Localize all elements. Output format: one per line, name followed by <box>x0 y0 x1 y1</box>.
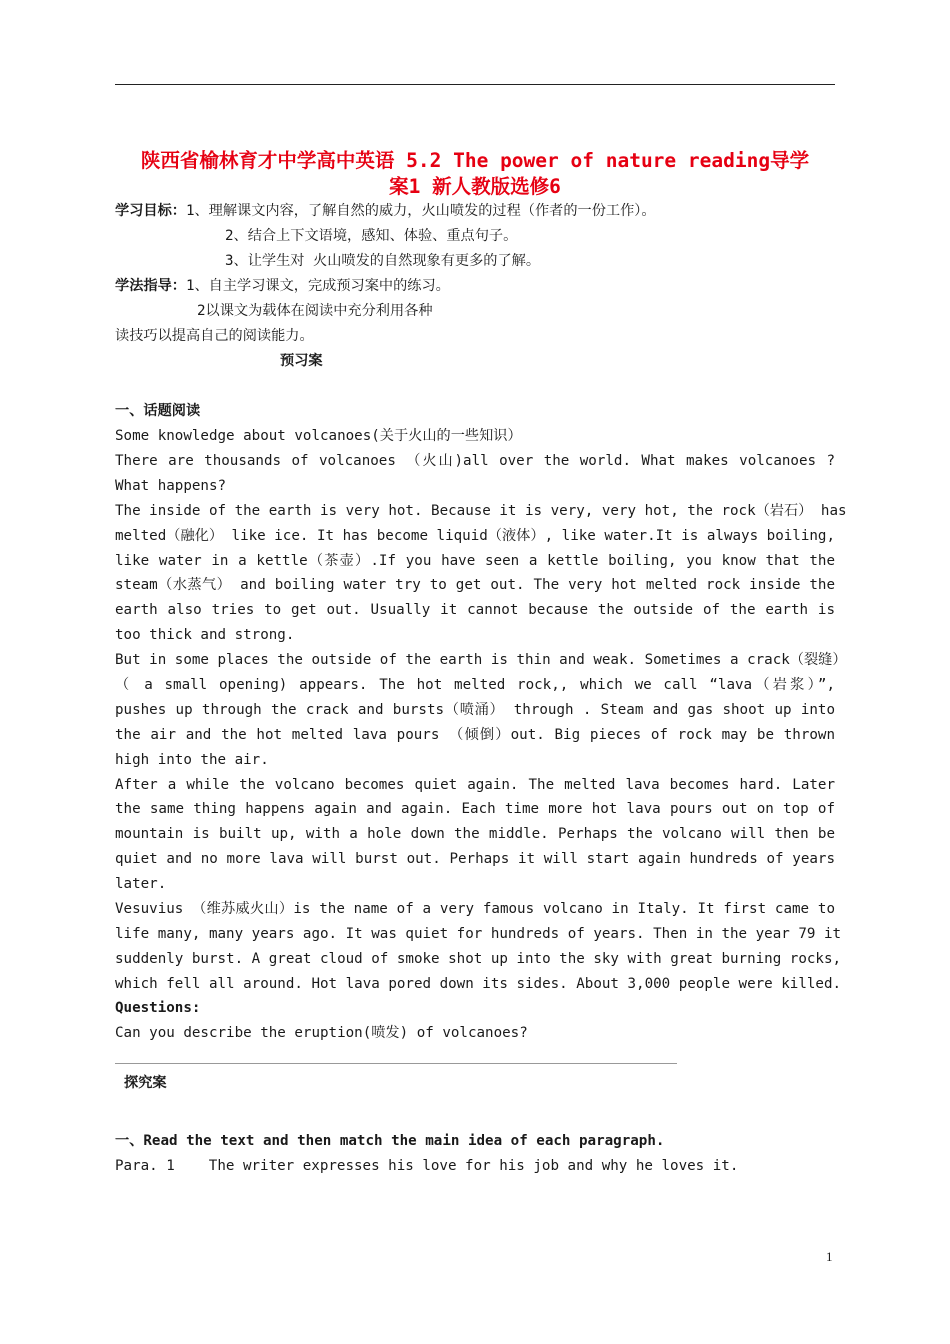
guidance-item-2-cont: 读技巧以提高自己的阅读能力。 <box>115 328 314 344</box>
page-number: 1 <box>826 1249 833 1264</box>
passage-line: like water in a kettle（茶壶）.If you have seen a kettle boiling, you know that the <box>115 552 835 569</box>
para1-match-row <box>115 1154 738 1179</box>
passage-line: pushes up through the crack and bursts（喷涌） through . Steam and gas shoot up into <box>115 701 835 718</box>
passage-line: Vesuvius （维苏威火山）is the name of a very famous volcano in Italy. It first came to <box>115 901 835 918</box>
passage-line: mountain is built up, with a hole down the middle. Perhaps the volcano will then be <box>115 826 835 843</box>
passage-line: high into the air. <box>115 751 269 768</box>
passage-line: later. <box>115 876 167 893</box>
objective-item-2: 2、结合上下文语境，感知、体验、重点句子。 <box>225 228 518 244</box>
passage-line: The inside of the earth is very hot. Because it is very, very hot, the rock（岩石） has <box>115 502 847 519</box>
passage-line: melted（融化） like ice. It has become liquid（液体）, like water.It is always boiling, <box>115 527 835 544</box>
objectives-label: 学习目标： <box>115 203 186 219</box>
passage-line: There are thousands of volcanoes （火山)all over the world. What makes volcanoes ? <box>115 453 835 469</box>
questions-label: Questions: <box>115 1000 201 1016</box>
passage-line: steam（水蒸气） and boiling water try to get out. The very hot melted rock inside the <box>115 577 835 594</box>
guidance-line-1 <box>115 274 450 299</box>
passage-line: suddenly burst. A great cloud of smoke shot up into the sky with great burning rocks, <box>115 950 842 967</box>
passage-line: quiet and no more lava will burst out. Perhaps it will start again hundreds of years <box>115 851 835 868</box>
answer-line <box>115 1063 677 1064</box>
document-title <box>115 148 835 200</box>
header-rule <box>115 84 835 85</box>
section2-heading: 一、Read the text and then match the main idea of each paragraph. <box>115 1133 665 1149</box>
objective-item-3: 3、让学生对 火山喷发的自然现象有更多的了解。 <box>225 253 541 269</box>
objective-item-1: 1、理解课文内容，了解自然的威力，火山喷发的过程（作者的一份工作）。 <box>185 203 656 219</box>
reading-passage <box>115 449 847 997</box>
passage-line: earth also tries to get out. Usually it cannot because the outside of the earth is <box>115 602 835 619</box>
passage-line: （ a small opening) appears. The hot melted rock,, which we call “lava（岩浆）”, <box>115 677 835 694</box>
passage-line: which fell all around. Hot lava pored down its sides. About 3,000 people were killed. <box>115 975 842 992</box>
passage-line: life many, many years ago. It was quiet for hundreds of years. Then in the year 79 it <box>115 925 842 942</box>
guidance-label: 学法指导： <box>115 278 186 294</box>
passage-line: What happens? <box>115 477 227 494</box>
passage-line: After a while the volcano becomes quiet again. The melted lava becomes hard. Later <box>115 776 835 793</box>
para1-label: Para. 1 <box>115 1158 175 1174</box>
title-line-2: 案1 新人教版选修6 <box>389 175 561 198</box>
para1-text: The writer expresses his love for his job and why he loves it. <box>208 1158 739 1174</box>
passage-line: the air and the hot melted lava pours （倾倒）out. Big pieces of rock may be thrown <box>115 726 835 743</box>
guidance-item-2: 2以课文为载体在阅读中充分利用各种 <box>197 303 433 319</box>
explore-heading: 探究案 <box>124 1075 167 1091</box>
passage-line: the same thing happens again and again. Each time more hot lava pours out on top of <box>115 801 835 818</box>
title-line-1: 陕西省榆林育才中学高中英语 5.2 The power of nature reading导学 <box>140 149 810 172</box>
objectives-line-1 <box>115 199 656 224</box>
guidance-item-1: 1、自主学习课文，完成预习案中的练习。 <box>185 278 450 294</box>
section1-heading: 一、话题阅读 <box>115 403 201 419</box>
question-1: Can you describe the eruption(喷发) of volcanoes? <box>115 1025 528 1041</box>
passage-line: too thick and strong. <box>115 627 295 644</box>
section1-subtitle: Some knowledge about volcanoes(关于火山的一些知识） <box>115 428 522 444</box>
preview-heading: 预习案 <box>280 353 323 369</box>
passage-line: But in some places the outside of the earth is thin and weak. Sometimes a crack（裂缝） <box>115 652 847 669</box>
